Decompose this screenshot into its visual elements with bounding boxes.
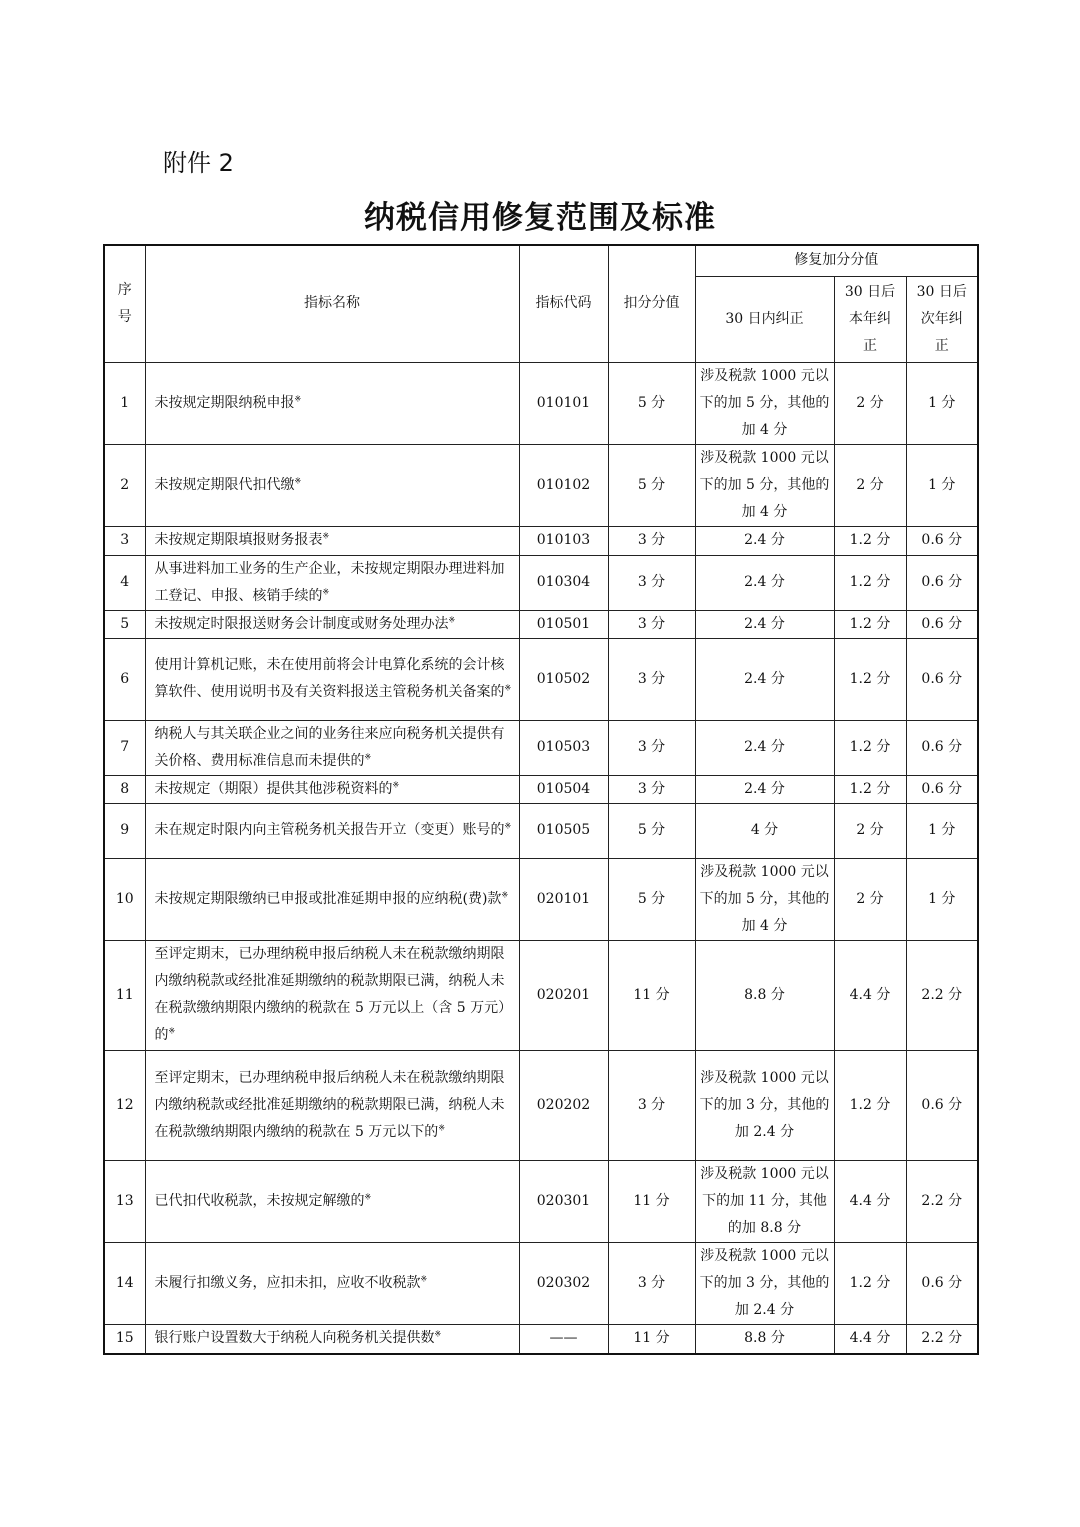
cell-within-30: 涉及税款 1000 元以下的加 5 分，其他的加 4 分	[695, 444, 834, 526]
cell-code: 010101	[519, 362, 608, 444]
cell-within-30: 2.4 分	[695, 720, 834, 775]
cell-next-year: 0.6 分	[906, 555, 978, 610]
cell-code: ——	[519, 1324, 608, 1354]
cell-this-year: 4.4 分	[834, 1160, 906, 1242]
cell-this-year: 2 分	[834, 803, 906, 858]
cell-name: 未按规定时限报送财务会计制度或财务处理办法※	[145, 610, 519, 638]
cell-code: 020101	[519, 858, 608, 940]
cell-seq: 13	[104, 1160, 145, 1242]
cell-within-30: 涉及税款 1000 元以下的加 5 分，其他的加 4 分	[695, 858, 834, 940]
header-after-30-next-year: 30 日后次年纠正	[906, 276, 978, 362]
cell-code: 010501	[519, 610, 608, 638]
cell-code: 020302	[519, 1242, 608, 1324]
table-row	[104, 940, 978, 1050]
cell-code: 010505	[519, 803, 608, 858]
cell-this-year: 2 分	[834, 444, 906, 526]
cell-next-year: 1 分	[906, 858, 978, 940]
cell-deduct: 3 分	[608, 720, 695, 775]
cell-within-30: 涉及税款 1000 元以下的加 3 分，其他的加 2.4 分	[695, 1242, 834, 1324]
cell-this-year: 4.4 分	[834, 940, 906, 1050]
table-row	[104, 720, 978, 775]
mark: ※	[504, 821, 512, 831]
attachment-label: 附件 2	[163, 149, 234, 177]
cell-this-year: 1.2 分	[834, 775, 906, 803]
cell-next-year: 1 分	[906, 362, 978, 444]
mark: ※	[434, 1329, 442, 1339]
table-row	[104, 858, 978, 940]
cell-this-year: 2 分	[834, 362, 906, 444]
mark: ※	[294, 393, 302, 403]
cell-within-30: 2.4 分	[695, 775, 834, 803]
cell-within-30: 2.4 分	[695, 555, 834, 610]
cell-name: 已代扣代收税款，未按规定解缴的※	[145, 1160, 519, 1242]
cell-deduct: 11 分	[608, 1160, 695, 1242]
cell-this-year: 4.4 分	[834, 1324, 906, 1354]
cell-deduct: 3 分	[608, 1242, 695, 1324]
cell-deduct: 11 分	[608, 1324, 695, 1354]
cell-name: 纳税人与其关联企业之间的业务往来应向税务机关提供有关价格、费用标准信息而未提供的※	[145, 720, 519, 775]
cell-seq: 4	[104, 555, 145, 610]
cell-next-year: 2.2 分	[906, 1324, 978, 1354]
table-row	[104, 555, 978, 610]
cell-deduct: 3 分	[608, 526, 695, 555]
cell-name: 未按规定期限缴纳已申报或批准延期申报的应纳税(费)款※	[145, 858, 519, 940]
cell-seq: 6	[104, 638, 145, 720]
cell-seq: 12	[104, 1050, 145, 1160]
header-code: 指标代码	[519, 245, 608, 362]
cell-this-year: 2 分	[834, 858, 906, 940]
cell-name: 未按规定期限填报财务报表※	[145, 526, 519, 555]
cell-within-30: 涉及税款 1000 元以下的加 11 分，其他的加 8.8 分	[695, 1160, 834, 1242]
table-row	[104, 1324, 978, 1354]
header-name: 指标名称	[145, 245, 519, 362]
cell-this-year: 1.2 分	[834, 526, 906, 555]
cell-next-year: 0.6 分	[906, 610, 978, 638]
cell-seq: 10	[104, 858, 145, 940]
cell-next-year: 1 分	[906, 803, 978, 858]
cell-next-year: 0.6 分	[906, 1242, 978, 1324]
cell-deduct: 11 分	[608, 940, 695, 1050]
cell-seq: 9	[104, 803, 145, 858]
mark: ※	[322, 586, 330, 596]
cell-within-30: 涉及税款 1000 元以下的加 5 分，其他的加 4 分	[695, 362, 834, 444]
header-repair-group: 修复加分分值	[695, 245, 978, 276]
cell-seq: 5	[104, 610, 145, 638]
cell-code: 010502	[519, 638, 608, 720]
cell-deduct: 3 分	[608, 1050, 695, 1160]
cell-next-year: 2.2 分	[906, 1160, 978, 1242]
mark: ※	[448, 614, 456, 624]
cell-this-year: 1.2 分	[834, 1050, 906, 1160]
cell-within-30: 2.4 分	[695, 610, 834, 638]
cell-seq: 8	[104, 775, 145, 803]
cell-code: 010103	[519, 526, 608, 555]
cell-seq: 11	[104, 940, 145, 1050]
cell-seq: 15	[104, 1324, 145, 1354]
cell-this-year: 1.2 分	[834, 610, 906, 638]
header-within-30: 30 日内纠正	[695, 276, 834, 362]
cell-this-year: 1.2 分	[834, 638, 906, 720]
cell-this-year: 1.2 分	[834, 1242, 906, 1324]
cell-next-year: 0.6 分	[906, 720, 978, 775]
cell-within-30: 8.8 分	[695, 1324, 834, 1354]
cell-next-year: 1 分	[906, 444, 978, 526]
cell-code: 010304	[519, 555, 608, 610]
cell-name: 银行账户设置数大于纳税人向税务机关提供数※	[145, 1324, 519, 1354]
table-row	[104, 1160, 978, 1242]
cell-name: 使用计算机记账，未在使用前将会计电算化系统的会计核算软件、使用说明书及有关资料报送主管税务机关备案的※	[145, 638, 519, 720]
table-row	[104, 1242, 978, 1324]
mark: ※	[438, 1122, 446, 1132]
mark: ※	[364, 1191, 372, 1201]
cell-name: 未在规定时限内向主管税务机关报告开立（变更）账号的※	[145, 803, 519, 858]
cell-within-30: 8.8 分	[695, 940, 834, 1050]
cell-next-year: 2.2 分	[906, 940, 978, 1050]
cell-code: 010503	[519, 720, 608, 775]
table-row	[104, 775, 978, 803]
header-seq: 序号	[104, 245, 145, 362]
cell-this-year: 1.2 分	[834, 720, 906, 775]
cell-name: 从事进料加工业务的生产企业，未按规定期限办理进料加工登记、申报、核销手续的※	[145, 555, 519, 610]
cell-code: 010504	[519, 775, 608, 803]
cell-this-year: 1.2 分	[834, 555, 906, 610]
cell-seq: 14	[104, 1242, 145, 1324]
document-title: 纳税信用修复范围及标准	[364, 200, 716, 236]
table-row	[104, 362, 978, 444]
mark: ※	[392, 779, 400, 789]
cell-code: 020201	[519, 940, 608, 1050]
cell-next-year: 0.6 分	[906, 526, 978, 555]
cell-deduct: 3 分	[608, 555, 695, 610]
cell-next-year: 0.6 分	[906, 638, 978, 720]
table-row	[104, 1050, 978, 1160]
cell-deduct: 3 分	[608, 775, 695, 803]
cell-within-30: 2.4 分	[695, 526, 834, 555]
cell-seq: 2	[104, 444, 145, 526]
cell-deduct: 5 分	[608, 362, 695, 444]
table-row	[104, 638, 978, 720]
table-row	[104, 444, 978, 526]
header-after-30-this-year: 30 日后本年纠正	[834, 276, 906, 362]
cell-name: 未按规定（期限）提供其他涉税资料的※	[145, 775, 519, 803]
cell-next-year: 0.6 分	[906, 775, 978, 803]
cell-name: 未履行扣缴义务，应扣未扣，应收不收税款※	[145, 1242, 519, 1324]
mark: ※	[420, 1273, 428, 1283]
cell-deduct: 5 分	[608, 444, 695, 526]
table-row	[104, 526, 978, 555]
cell-within-30: 2.4 分	[695, 638, 834, 720]
cell-name: 至评定期末，已办理纳税申报后纳税人未在税款缴纳期限内缴纳税款或经批准延期缴纳的税款期限已满，纳税人未在税款缴纳期限内缴纳的税款在 5 万元以上（含 5 万元）的※	[145, 940, 519, 1050]
cell-code: 020202	[519, 1050, 608, 1160]
cell-name: 未按规定期限纳税申报※	[145, 362, 519, 444]
cell-deduct: 3 分	[608, 610, 695, 638]
mark: ※	[364, 751, 372, 761]
cell-seq: 7	[104, 720, 145, 775]
mark: ※	[322, 531, 330, 541]
cell-deduct: 5 分	[608, 858, 695, 940]
cell-seq: 1	[104, 362, 145, 444]
mark: ※	[504, 683, 512, 693]
mark: ※	[294, 475, 302, 485]
table-row	[104, 803, 978, 858]
cell-deduct: 3 分	[608, 638, 695, 720]
cell-within-30: 4 分	[695, 803, 834, 858]
header-deduct: 扣分分值	[608, 245, 695, 362]
cell-next-year: 0.6 分	[906, 1050, 978, 1160]
mark: ※	[168, 1026, 176, 1036]
cell-deduct: 5 分	[608, 803, 695, 858]
table-row	[104, 610, 978, 638]
cell-seq: 3	[104, 526, 145, 555]
cell-name: 至评定期末，已办理纳税申报后纳税人未在税款缴纳期限内缴纳税款或经批准延期缴纳的税款期限已满，纳税人未在税款缴纳期限内缴纳的税款在 5 万元以下的※	[145, 1050, 519, 1160]
cell-within-30: 涉及税款 1000 元以下的加 3 分，其他的加 2.4 分	[695, 1050, 834, 1160]
credit-repair-table	[103, 244, 979, 1355]
cell-name: 未按规定期限代扣代缴※	[145, 444, 519, 526]
cell-code: 020301	[519, 1160, 608, 1242]
cell-code: 010102	[519, 444, 608, 526]
mark: ※	[501, 889, 509, 899]
